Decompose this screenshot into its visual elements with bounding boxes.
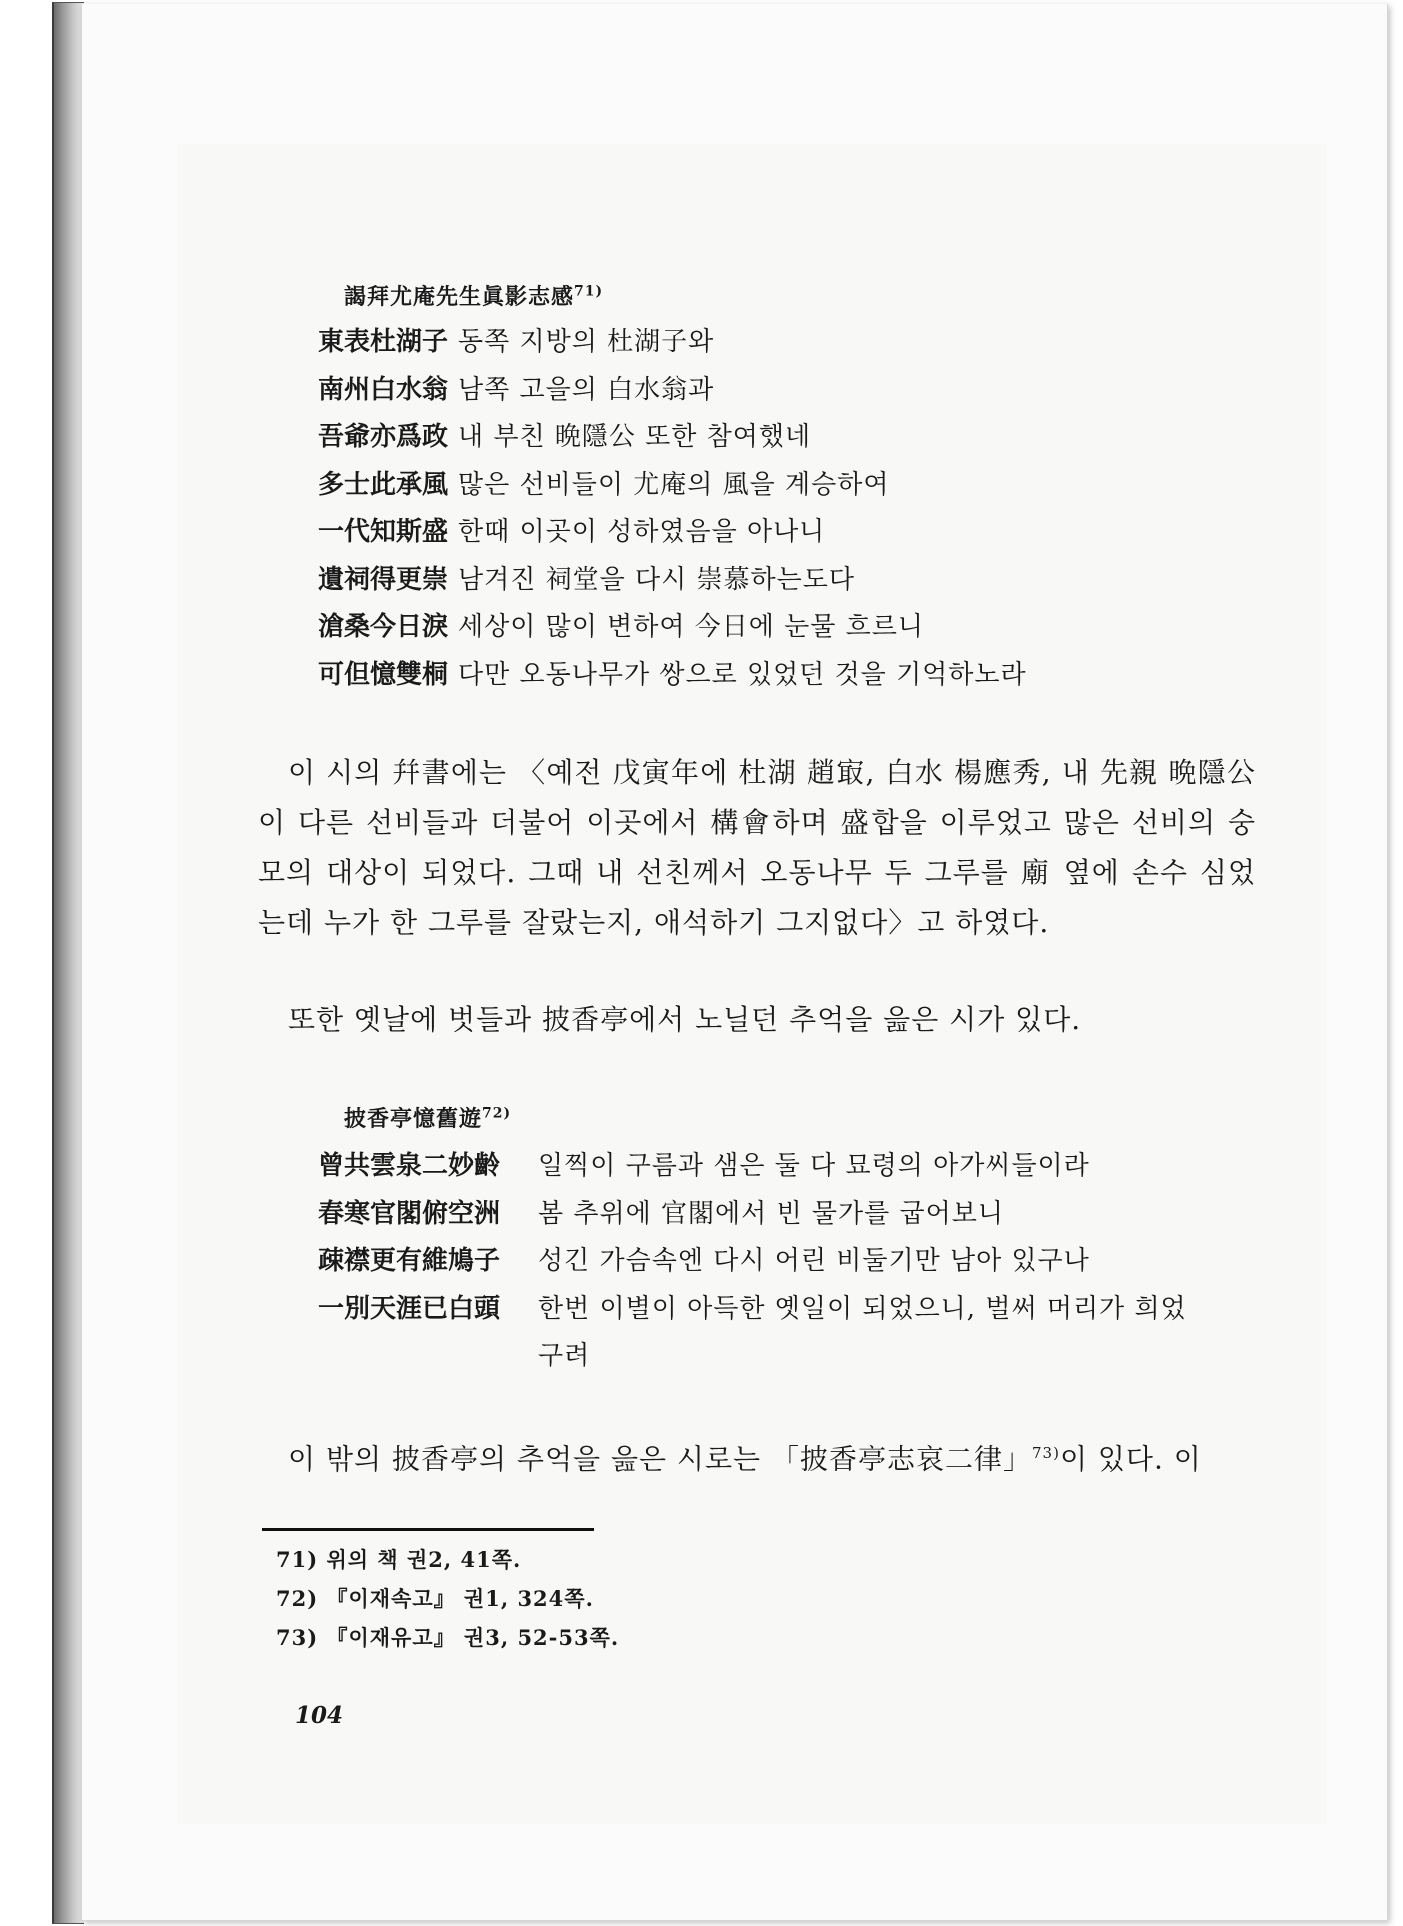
poem2-footnote-ref: 72)	[482, 1105, 512, 1122]
poem2-title-text: 披香亭憶舊遊	[344, 1106, 483, 1132]
poem-line	[318, 370, 714, 410]
poem-line	[318, 655, 1027, 695]
footnote-72: 72) 『이재속고』 권1, 324쪽.	[276, 1586, 594, 1611]
footnote-71: 71) 위의 책 권2, 41쪽.	[276, 1547, 522, 1572]
poem-line-korean: 세상이 많이 변하여 今日에 눈물 흐르니	[458, 612, 924, 642]
book-edge	[52, 2, 84, 1924]
poem-line-korean: 남겨진 祠堂을 다시 崇慕하는도다	[458, 564, 855, 595]
paragraph-2	[288, 995, 1256, 1045]
paragraph-1	[258, 748, 1256, 948]
poem-line-hanja: 吾爺亦爲政	[318, 422, 449, 452]
footnote-73: 73) 『이재유고』 권3, 52-53쪽.	[276, 1625, 620, 1650]
poem-line	[318, 322, 714, 362]
poem-line-korean: 남쪽 고을의 白水翁과	[458, 374, 715, 405]
paragraph-3-after: 이 있다. 이	[1059, 1442, 1202, 1476]
poem-line-korean: 내 부친 晩隱公 또한 참여했네	[458, 422, 812, 452]
paragraph-1-text: 이 시의 幷書에는 〈예전 戊寅年에 杜湖 趙㝡, 白水 楊應秀, 내 先親 晩隱公이 다른 선비들과 더불어 이곳에서 構會하며 盛합을 이루었고 많은 선비의 숭모의 대상이 되었다. 그때 내 선친께서 오동나무 두 그루를 廟 옆에 손수 심었는데 누가 한 그루를 잘랐는지, 애석하기 그지없다〉고 하였다.	[258, 756, 1256, 939]
poem-line	[318, 417, 811, 457]
paragraph-3-before: 이 밖의 披香亭의 추억을 읊은 시로는 「披香亭志哀二律」	[288, 1442, 1032, 1476]
poem-line-hanja: 疎襟更有維鳩子	[318, 1246, 501, 1276]
poem-line	[318, 465, 889, 505]
poem1-title-text: 謁拜尤庵先生眞影志感	[344, 284, 575, 310]
poem-line-hanja: 一別天涯已白頭	[318, 1293, 501, 1324]
poem-line-korean: 한때 이곳이 성하였음을 아나니	[458, 517, 826, 547]
paragraph-3-ref: 73)	[1031, 1444, 1060, 1462]
footnote-divider	[262, 1528, 594, 1531]
poem2-title	[344, 1102, 511, 1133]
poem2-continuation: 구려	[538, 1341, 591, 1371]
paragraph-3	[288, 1428, 1256, 1484]
poem-line	[318, 1146, 1090, 1186]
poem-line	[318, 1289, 1187, 1329]
poem-line-korean: 동쪽 지방의 杜湖子와	[458, 327, 715, 357]
poem-line-hanja: 可但憶雙桐	[318, 659, 449, 690]
poem-line	[318, 512, 825, 552]
poem-line	[318, 560, 855, 600]
page-number: 104	[295, 1702, 344, 1729]
poem1-title	[344, 280, 603, 311]
poem-line-hanja: 一代知斯盛	[318, 517, 449, 547]
poem-line	[318, 1194, 1004, 1234]
poem-line-korean: 많은 선비들이 尤庵의 風을 계승하여	[458, 469, 890, 500]
poem-line-hanja: 東表杜湖子	[318, 327, 449, 357]
poem-line-hanja: 遺祠得更崇	[318, 564, 449, 595]
poem1-footnote-ref: 71)	[574, 283, 604, 300]
poem-line-hanja: 滄桑今日淚	[318, 612, 449, 642]
poem-line-hanja: 南州白水翁	[318, 374, 449, 405]
poem-line	[318, 607, 924, 647]
poem-line-hanja: 曾共雲泉二妙齡	[318, 1151, 501, 1181]
poem-line-hanja: 多士此承風	[318, 469, 449, 500]
poem-line-korean: 일찍이 구름과 샘은 둘 다 묘령의 아가씨들이라	[538, 1151, 1090, 1181]
poem-line-korean: 성긴 가슴속엔 다시 어린 비둘기만 남아 있구나	[538, 1246, 1090, 1276]
poem-line	[318, 1241, 1090, 1281]
poem-line-korean: 한번 이별이 아득한 옛일이 되었으니, 벌써 머리가 희었	[538, 1293, 1187, 1324]
paragraph-2-text: 또한 옛날에 벗들과 披香亭에서 노닐던 추억을 읊은 시가 있다.	[288, 1003, 1082, 1036]
poem-line-korean: 봄 추위에 官閣에서 빈 물가를 굽어보니	[538, 1198, 1004, 1229]
poem-line-korean: 다만 오동나무가 쌍으로 있었던 것을 기억하노라	[458, 659, 1027, 690]
poem-line-hanja: 春寒官閣俯空洲	[318, 1198, 501, 1229]
